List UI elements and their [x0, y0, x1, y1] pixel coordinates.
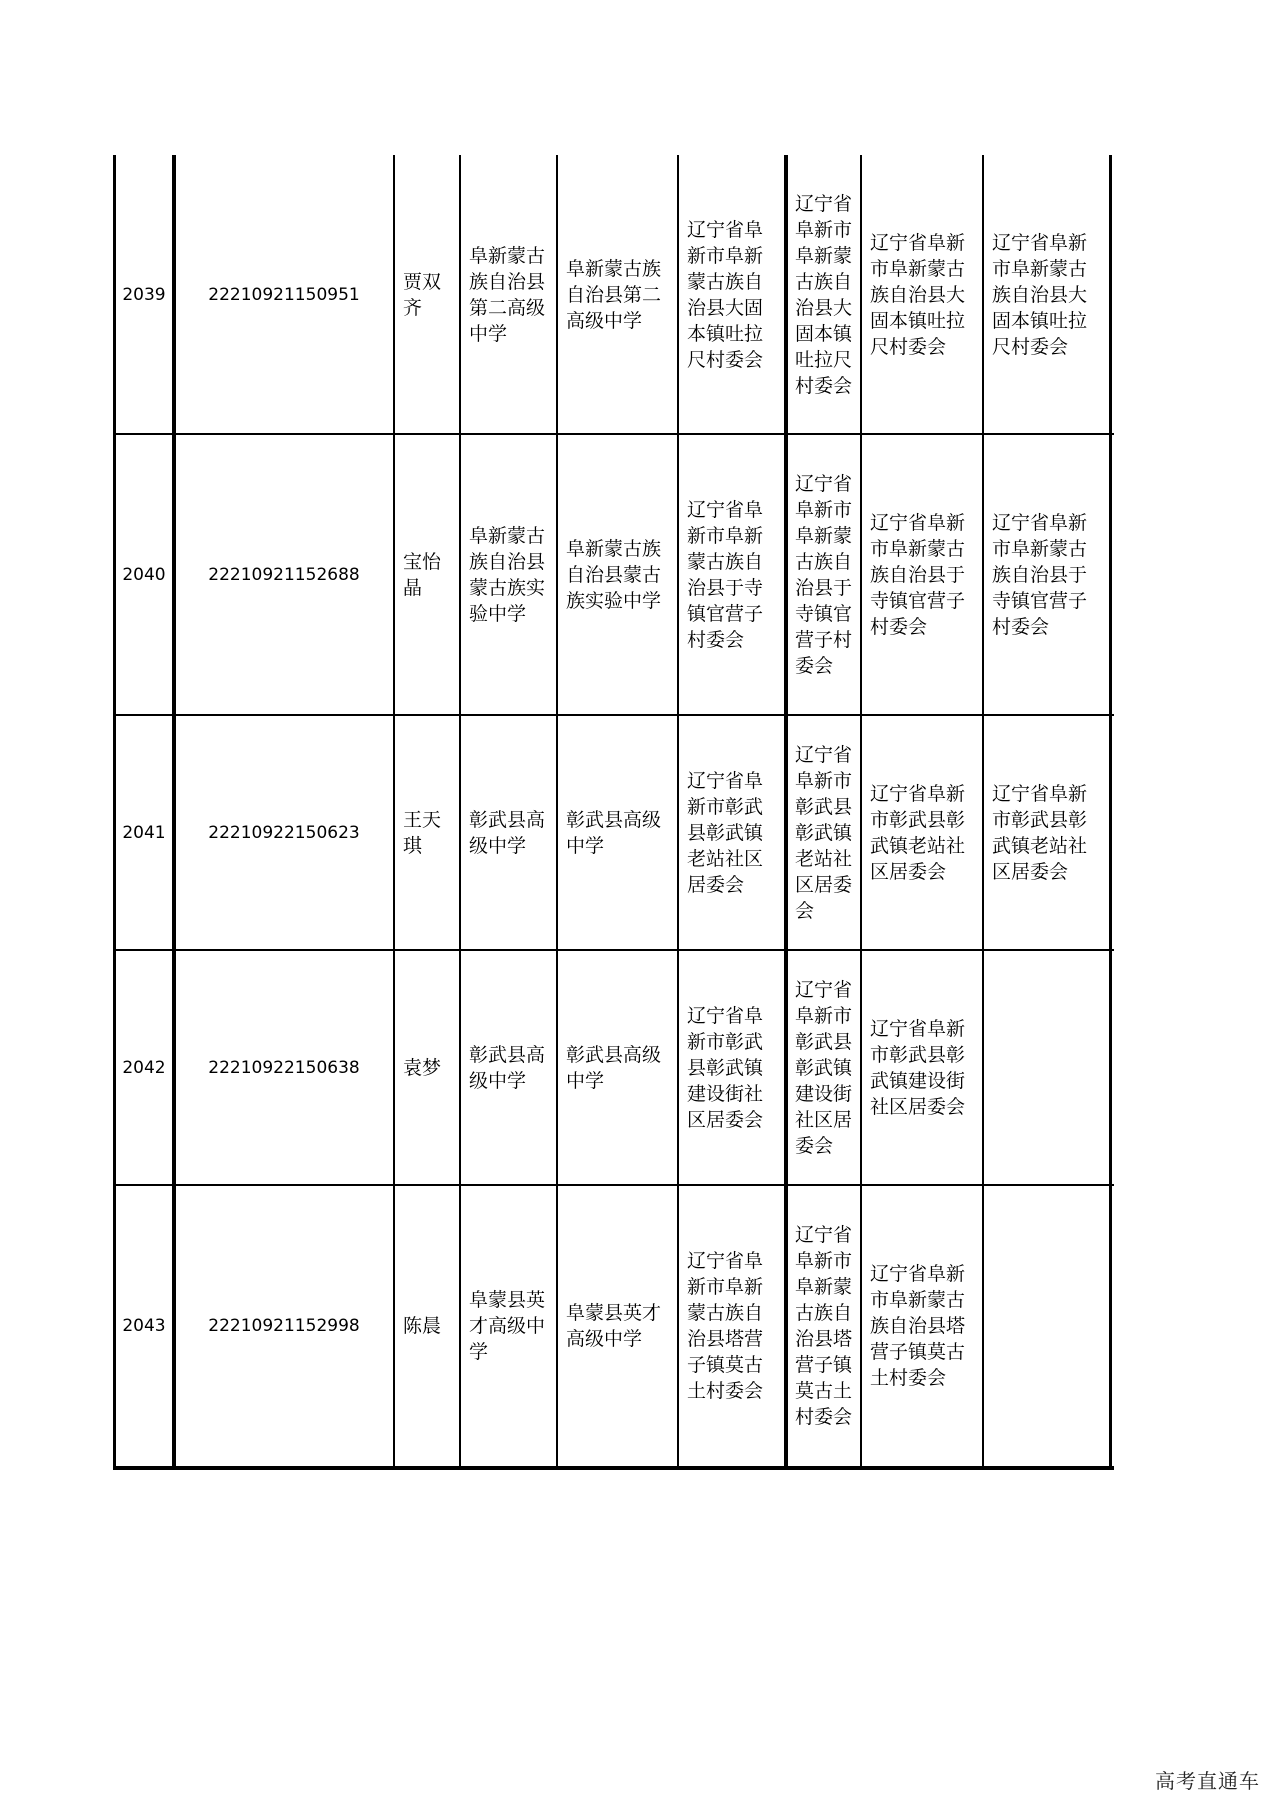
cell-seq — [117, 157, 171, 432]
cell-address-4 — [986, 1187, 1107, 1465]
cell-seq — [117, 717, 171, 948]
cell-school-b — [560, 717, 675, 948]
cell-address-4-text: 辽宁省阜新市阜新蒙古族自治县于寺镇官营子村委会 — [992, 511, 1088, 638]
cell-address-1 — [681, 952, 783, 1183]
cell-address-2-text: 辽宁省阜新市阜新蒙古族自治县大固本镇吐拉尺村委会 — [795, 192, 853, 397]
cell-school-b — [560, 436, 675, 713]
cell-school-a — [463, 1187, 554, 1465]
table-column-line — [982, 155, 984, 1470]
table-column-line — [459, 155, 461, 1470]
cell-address-3-text: 辽宁省阜新市阜新蒙古族自治县塔营子镇莫古土村委会 — [870, 1263, 966, 1389]
cell-name-text: 袁梦 — [403, 1056, 442, 1079]
cell-school-a — [463, 436, 554, 713]
cell-school-a — [463, 157, 554, 432]
cell-name — [397, 157, 457, 432]
cell-name-text: 贾双齐 — [403, 270, 442, 319]
cell-address-2-text: 辽宁省阜新市彰武县彰武镇老站社区居委会 — [795, 743, 853, 922]
table-row-line — [114, 949, 1114, 951]
cell-school-a-text: 彰武县高级中学 — [469, 808, 546, 857]
cell-address-4 — [986, 157, 1107, 432]
cell-exam-id — [177, 717, 391, 948]
cell-address-1-text: 辽宁省阜新市阜新蒙古族自治县于寺镇官营子村委会 — [687, 498, 764, 651]
cell-school-b — [560, 952, 675, 1183]
cell-address-2 — [789, 952, 858, 1183]
cell-address-4 — [986, 717, 1107, 948]
cell-address-2-text: 辽宁省阜新市阜新蒙古族自治县于寺镇官营子村委会 — [795, 472, 853, 677]
table-column-line — [172, 155, 176, 1470]
cell-address-2 — [789, 1187, 858, 1465]
cell-school-a-text: 彰武县高级中学 — [469, 1043, 546, 1092]
table-column-line — [113, 155, 116, 1470]
table-column-line — [677, 155, 679, 1470]
cell-name — [397, 952, 457, 1183]
cell-school-b-text: 阜新蒙古族自治县第二高级中学 — [566, 257, 662, 332]
cell-exam-id — [177, 952, 391, 1183]
cell-school-b-text: 阜蒙县英才高级中学 — [566, 1302, 662, 1350]
cell-school-b-text: 彰武县高级中学 — [566, 808, 662, 857]
cell-address-1-text: 辽宁省阜新市阜新蒙古族自治县塔营子镇莫古土村委会 — [687, 1250, 764, 1402]
table-column-line — [784, 155, 788, 1470]
table-column-line — [1109, 155, 1112, 1470]
table-row-line — [114, 1184, 1114, 1186]
cell-address-2-text: 辽宁省阜新市阜新蒙古族自治县塔营子镇莫古土村委会 — [795, 1224, 853, 1428]
cell-address-1 — [681, 436, 783, 713]
cell-address-3 — [864, 717, 980, 948]
cell-exam-id-text: 22210921150951 — [208, 284, 360, 305]
table-row-line — [114, 714, 1114, 716]
cell-seq — [117, 952, 171, 1183]
table-column-line — [860, 155, 862, 1470]
cell-address-3 — [864, 157, 980, 432]
cell-address-1 — [681, 157, 783, 432]
cell-seq-text: 2041 — [122, 822, 166, 843]
cell-name-text: 陈晨 — [403, 1315, 442, 1337]
cell-address-2 — [789, 717, 858, 948]
cell-address-1-text: 辽宁省阜新市彰武县彰武镇建设街社区居委会 — [687, 1004, 764, 1131]
cell-name — [397, 436, 457, 713]
cell-school-b-text: 阜新蒙古族自治县蒙古族实验中学 — [566, 537, 662, 612]
cell-school-b-text: 彰武县高级中学 — [566, 1043, 662, 1092]
cell-address-4-text: 辽宁省阜新市阜新蒙古族自治县大固本镇吐拉尺村委会 — [992, 231, 1088, 358]
cell-address-2 — [789, 436, 858, 713]
cell-name-text: 王天琪 — [403, 808, 442, 857]
cell-address-1-text: 辽宁省阜新市彰武县彰武镇老站社区居委会 — [687, 769, 764, 896]
cell-address-3 — [864, 1187, 980, 1465]
cell-address-3 — [864, 952, 980, 1183]
cell-seq — [117, 436, 171, 713]
cell-address-4-text: 辽宁省阜新市彰武县彰武镇老站社区居委会 — [992, 782, 1088, 883]
cell-address-3-text: 辽宁省阜新市彰武县彰武镇老站社区居委会 — [870, 782, 966, 883]
cell-exam-id-text: 22210921152688 — [208, 564, 360, 585]
cell-address-4 — [986, 952, 1107, 1183]
cell-seq-text: 2042 — [122, 1057, 166, 1078]
cell-address-4 — [986, 436, 1107, 713]
cell-exam-id — [177, 1187, 391, 1465]
cell-name — [397, 717, 457, 948]
cell-address-1-text: 辽宁省阜新市阜新蒙古族自治县大固本镇吐拉尺村委会 — [687, 218, 764, 371]
cell-address-3-text: 辽宁省阜新市阜新蒙古族自治县大固本镇吐拉尺村委会 — [870, 231, 966, 358]
cell-school-a — [463, 717, 554, 948]
cell-address-2-text: 辽宁省阜新市彰武县彰武镇建设街社区居委会 — [795, 978, 853, 1157]
table-column-line — [393, 155, 395, 1470]
cell-school-a-text: 阜新蒙古族自治县蒙古族实验中学 — [469, 524, 546, 625]
watermark: 高考直通车 — [1155, 1769, 1260, 1793]
cell-school-b — [560, 157, 675, 432]
cell-address-2 — [789, 157, 858, 432]
cell-exam-id-text: 22210922150638 — [208, 1057, 360, 1078]
cell-school-b — [560, 1187, 675, 1465]
table-column-line — [556, 155, 558, 1470]
cell-address-3-text: 辽宁省阜新市彰武县彰武镇建设街社区居委会 — [870, 1017, 966, 1118]
cell-address-1 — [681, 1187, 783, 1465]
cell-exam-id — [177, 157, 391, 432]
cell-school-a-text: 阜蒙县英才高级中学 — [469, 1289, 546, 1363]
cell-exam-id-text: 22210921152998 — [208, 1316, 360, 1336]
table-row-line — [114, 433, 1114, 435]
table-row-line — [114, 1466, 1114, 1470]
cell-address-1 — [681, 717, 783, 948]
cell-name-text: 宝怡晶 — [403, 550, 442, 599]
cell-seq-text: 2043 — [122, 1316, 166, 1336]
cell-school-a-text: 阜新蒙古族自治县第二高级中学 — [469, 244, 546, 345]
cell-exam-id-text: 22210922150623 — [208, 822, 360, 843]
cell-exam-id — [177, 436, 391, 713]
cell-address-3 — [864, 436, 980, 713]
cell-seq-text: 2039 — [122, 284, 166, 305]
cell-seq — [117, 1187, 171, 1465]
cell-seq-text: 2040 — [122, 564, 166, 585]
cell-name — [397, 1187, 457, 1465]
cell-address-3-text: 辽宁省阜新市阜新蒙古族自治县于寺镇官营子村委会 — [870, 511, 966, 638]
cell-school-a — [463, 952, 554, 1183]
